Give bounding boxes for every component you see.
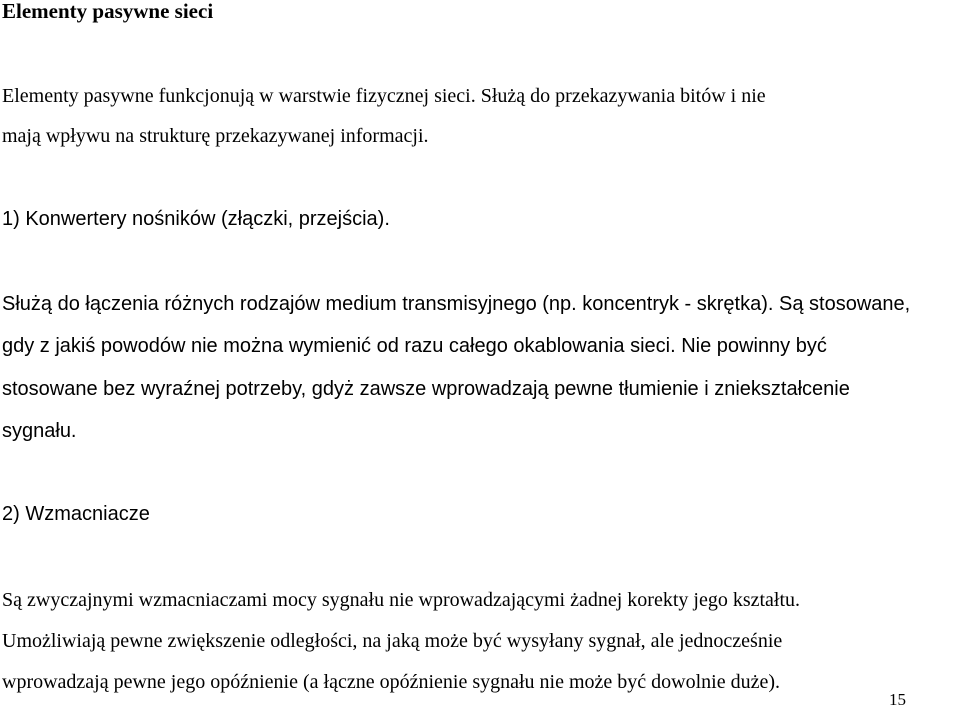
page-number: 15 [889,690,906,709]
section-1-title: 1) Konwertery nośników (złączki, przejścia). [2,208,390,230]
section-2-line-1: Są zwyczajnymi wzmacniaczami mocy sygnału nie wprowadzającymi żadnej korekty jego kształtu. [2,589,801,611]
section-1-line-1: Służą do łączenia różnych rodzajów medium transmisyjnego (np. koncentryk - skrętka). Są stosowane, [2,293,911,315]
intro-line-1: Elementy pasywne funkcjonują w warstwie fizycznej sieci. Służą do przekazywania bitów i nie [2,85,766,107]
section-1-line-3: stosowane bez wyraźnej potrzeby, gdyż zawsze wprowadzają pewne tłumienie i zniekształcenie [2,378,850,400]
section-1-line-4: sygnału. [2,420,77,442]
section-2-line-2: Umożliwiają pewne zwiększenie odległości, na jaką może być wysyłany sygnał, ale jednocześnie [2,630,783,652]
section-2-line-3: wprowadzają pewne jego opóźnienie (a łączne opóźnienie sygnału nie może być dowolnie duże). [2,671,781,693]
intro-line-2: mają wpływu na strukturę przekazywanej informacji. [2,125,429,147]
section-1-line-2: gdy z jakiś powodów nie można wymienić od razu całego okablowania sieci. Nie powinny być [2,335,827,357]
section-2-title: 2) Wzmacniacze [2,503,150,525]
page-heading: Elementy pasywne sieci [2,0,214,23]
